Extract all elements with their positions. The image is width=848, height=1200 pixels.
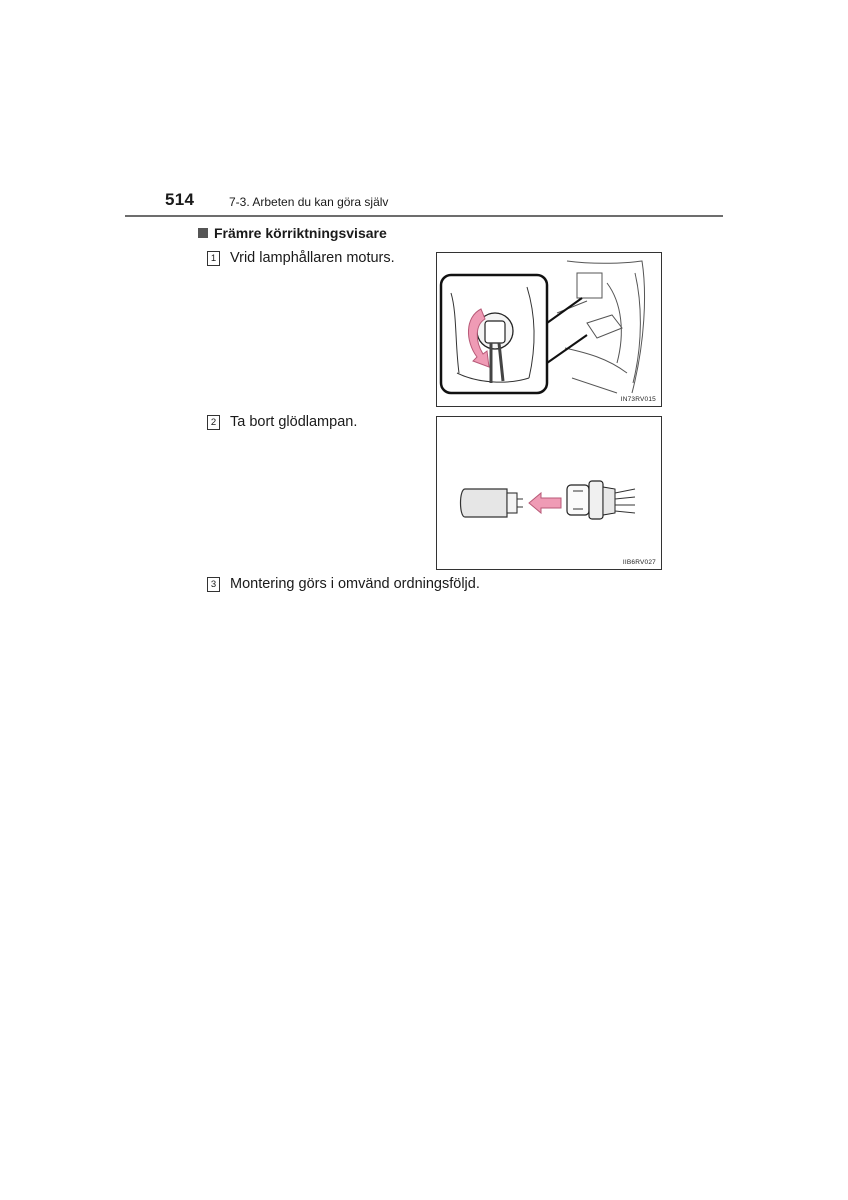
step-number-box: 1 bbox=[207, 251, 220, 266]
step-text: Vrid lamphållaren moturs. bbox=[230, 250, 395, 266]
step-number-box: 2 bbox=[207, 415, 220, 430]
chapter-title: 7-3. Arbeten du kan göra själv bbox=[229, 195, 389, 209]
step-text: Montering görs i omvänd ordningsföljd. bbox=[230, 576, 480, 592]
step-2 bbox=[207, 414, 357, 430]
remove-bulb-illustration bbox=[437, 417, 661, 569]
step-text: Ta bort glödlampan. bbox=[230, 414, 358, 430]
step-1 bbox=[207, 250, 395, 266]
section-title: Främre körriktningsvisare bbox=[214, 225, 387, 241]
figure-2 bbox=[436, 416, 662, 570]
header-rule bbox=[125, 215, 723, 217]
page-number: 514 bbox=[165, 190, 195, 209]
section-heading bbox=[198, 225, 387, 241]
figure-code: IIB6RV027 bbox=[622, 559, 656, 566]
step-3 bbox=[207, 576, 480, 592]
figure-code: IN73RV015 bbox=[620, 396, 656, 403]
step-number-box: 3 bbox=[207, 577, 220, 592]
figure-1 bbox=[436, 252, 662, 407]
section-bullet-icon bbox=[198, 228, 208, 238]
turn-socket-counterclockwise-illustration bbox=[437, 253, 661, 406]
